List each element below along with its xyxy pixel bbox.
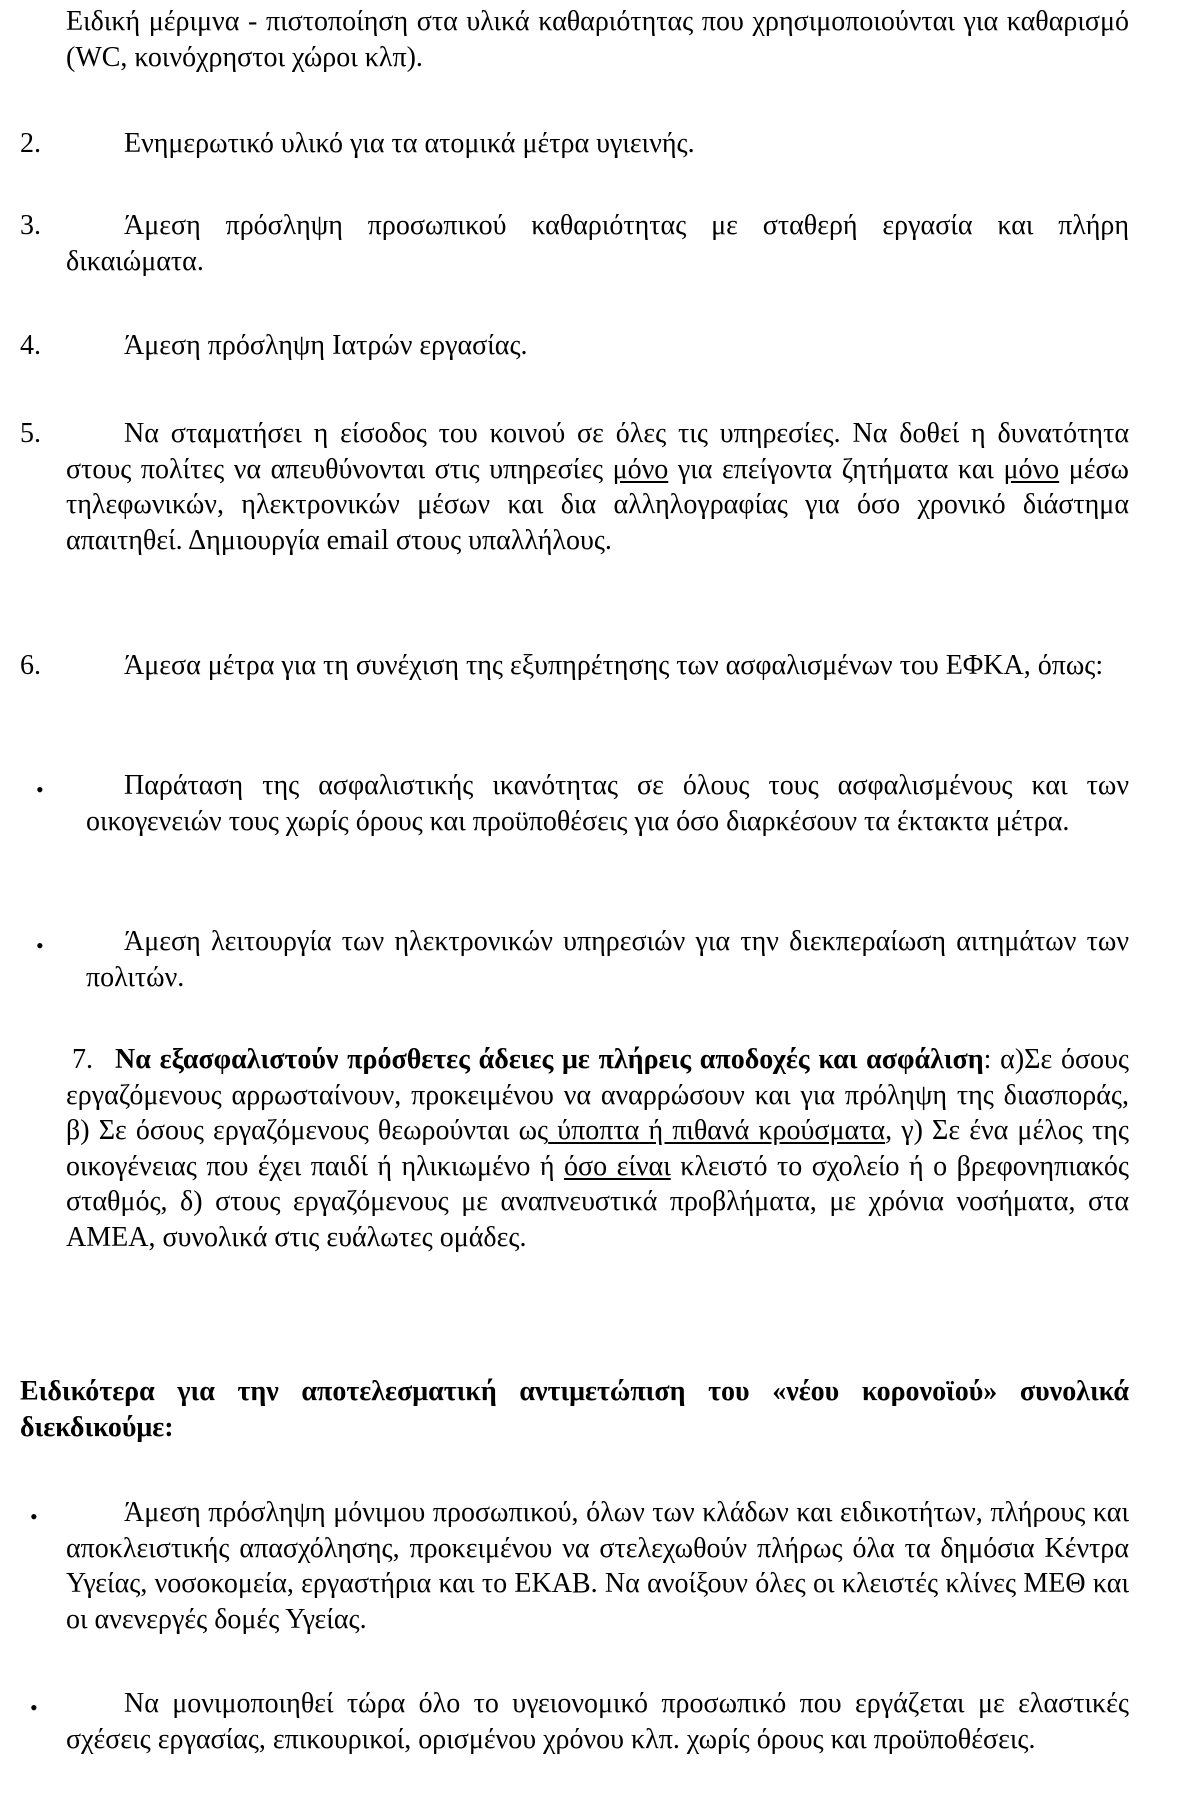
bullet-1-text: Παράταση της ασφαλιστικής ικανότητας σε όλους τους ασφαλισμένους και των οικογενειών τους χωρίς όρους και προϋποθέσεις για όσο διαρκέσουν τα έκτακτα μέτρα. (86, 770, 1129, 837)
section-heading (20, 1374, 1129, 1445)
item-2-paragraph (66, 126, 1129, 162)
intro-text: Ειδική μέριμνα - πιστοποίηση στα υλικά καθαριότητας που χρησιμοποιούνται για καθαρισμό (WC, κοινόχρηστοι χώροι κλπ). (66, 6, 1129, 73)
item-7-bold-text: Να εξασφαλιστούν πρόσθετες άδειες με πλήρεις αποδοχές και ασφάλιση (115, 1044, 984, 1075)
bullet-1-paragraph (86, 768, 1129, 839)
item-5-underline-only-1: μόνο (612, 453, 669, 485)
intro-paragraph (66, 4, 1129, 75)
item-5-text-part1: Να σταματήσει η είσοδος του κοινού σε όλες τις υπηρεσίες. Να δοθεί η δυνατότητα στους πολίτες να απευθύνονται στις υπηρεσίες (66, 418, 1129, 485)
item-5-number: 5. (20, 418, 41, 449)
demand-2-text: Να μονιμοποιηθεί τώρα όλο το υγειονομικό προσωπικό που εργάζεται με ελαστικές σχέσεις εργασίας, επικουρικοί, ορισμένου χρόνου κλπ. χωρίς όρους και προϋποθέσεις. (66, 1688, 1129, 1755)
item-5-text-part3: μέσω τηλεφωνικών, ηλεκτρονικών μέσων και δια αλληλογραφίας για όσο χρονικό διάστημα απαιτηθεί. Δημιουργία email στους υπαλλήλους. (66, 453, 1129, 556)
section-heading-text: Ειδικότερα για την αποτελεσματική αντιμετώπιση του «νέου κορονοϊού» συνολικά διεκδικούμε: (20, 1376, 1129, 1443)
bullet-2-paragraph (86, 924, 1129, 995)
item-5-text-part2: για επείγοντα ζητήματα και (668, 453, 1004, 485)
item-7-text-part2: , γ) Σε ένα μέλος της οικογένειας που έχει παιδί ή ηλικιωμένο ή (66, 1115, 1129, 1182)
item-7-underline-as-long-as: όσο είναι (564, 1150, 671, 1182)
demand-1-paragraph (66, 1495, 1129, 1637)
bullet-2-text: Άμεση λειτουργία των ηλεκτρονικών υπηρεσιών για την διεκπεραίωση αιτημάτων των πολιτών. (86, 926, 1129, 993)
item-4-number: 4. (20, 330, 41, 361)
demand-2-paragraph (66, 1686, 1129, 1757)
item-4-text: Άμεση πρόσληψη Ιατρών εργασίας. (124, 330, 528, 361)
item-3-number: 3. (20, 210, 41, 241)
item-7-text-part1: : α)Σε όσους εργαζόμενους αρρωσταίνουν, προκειμένου να αναρρώσουν και για πρόληψη της διασποράς, β) Σε όσους εργαζόμενους θεωρούνται ως (66, 1044, 1130, 1146)
item-6-number: 6. (20, 650, 41, 681)
bullet-2-symbol: • (36, 933, 44, 958)
bullet-1-symbol: • (36, 777, 44, 802)
demand-1-text: Άμεση πρόσληψη μόνιμου προσωπικού, όλων των κλάδων και ειδικοτήτων, πλήρους και αποκλειστικής απασχόλησης, προκειμένου να στελεχωθούν πλήρως όλα τα δημόσια Κέντρα Υγείας, νοσοκομεία, εργαστήρια και το ΕΚΑΒ. Να ανοίξουν όλες οι κλειστές κλίνες ΜΕΘ και οι ανενεργές δομές Υγείας. (66, 1497, 1129, 1635)
item-7-text-part3: κλειστό το σχολείο ή ο βρεφονηπιακός σταθμός, δ) στους εργαζόμενους με αναπνευστικά προβλήματα, με χρόνια νοσήματα, στα ΑΜΕΑ, συνολικά στις ευάλωτες ομάδες. (66, 1150, 1129, 1253)
item-5-underline-only-2: μόνο (1003, 453, 1060, 485)
item-4-paragraph (66, 328, 1129, 364)
item-7-paragraph (66, 1042, 1129, 1255)
item-6-paragraph (66, 648, 1129, 684)
item-5-paragraph (66, 416, 1129, 558)
item-7-number: 7. (72, 1044, 93, 1075)
item-2-number: 2. (20, 128, 41, 159)
item-2-text: Ενημερωτικό υλικό για τα ατομικά μέτρα υγιεινής. (124, 128, 695, 159)
demand-2-symbol: • (30, 1695, 38, 1720)
item-3-text: Άμεση πρόσληψη προσωπικού καθαριότητας με σταθερή εργασία και πλήρη δικαιώματα. (66, 210, 1129, 277)
item-3-paragraph (66, 208, 1129, 279)
demand-1-symbol: • (30, 1504, 38, 1529)
item-7-underline-suspected-cases: ύποπτα ή πιθανά κρούσματα (548, 1115, 886, 1146)
item-6-text: Άμεσα μέτρα για τη συνέχιση της εξυπηρέτησης των ασφαλισμένων του ΕΦΚΑ, όπως: (124, 650, 1104, 681)
